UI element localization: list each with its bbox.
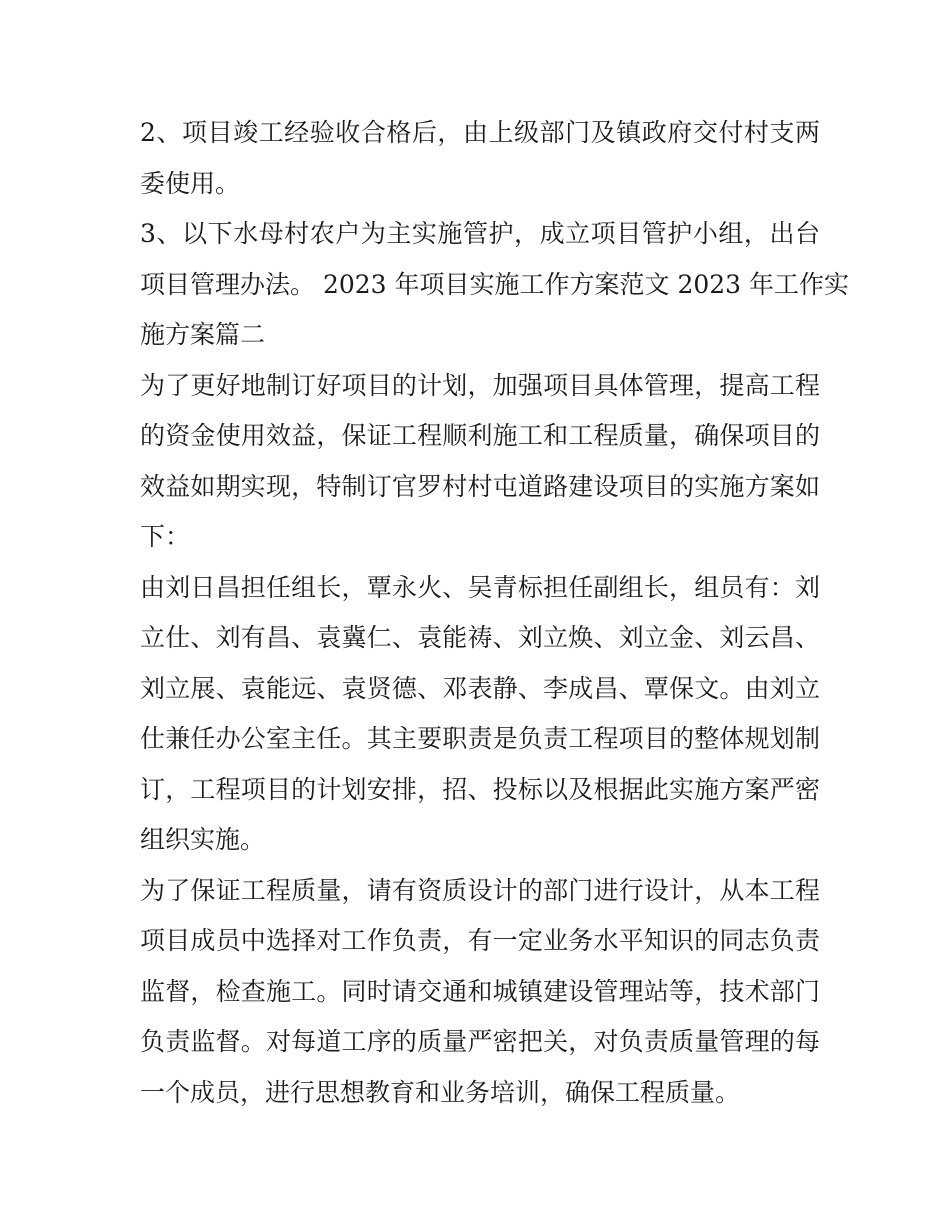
- text-line: 组织实施。: [140, 825, 266, 854]
- text-line: 刘立展、袁能远、袁贤德、邓表静、李成昌、覃保文。由刘立: [140, 673, 820, 703]
- text-line: 效益如期实现，特制订官罗村村屯道路建设项目的实施方案如: [140, 471, 820, 501]
- text-line: 项目管理办法。 2023 年项目实施工作方案范文 2023 年工作实: [140, 269, 850, 299]
- text-line: 由刘日昌担任组长，覃永火、吴青标担任副组长，组员有：刘: [140, 572, 820, 602]
- text-line: 订，工程项目的计划安排，招、投标以及根据此实施方案严密: [140, 774, 820, 804]
- text-line: 的资金使用效益，保证工程顺利施工和工程质量，确保项目的: [140, 421, 820, 450]
- text-line: 为了保证工程质量，请有资质设计的部门进行设计，从本工程: [140, 875, 820, 905]
- paragraph-quality: [140, 866, 820, 1119]
- text-line: 2、项目竣工经验收合格后，由上级部门及镇政府交付村支两: [140, 118, 820, 147]
- text-line: 仕兼任办公室主任。其主要职责是负责工程项目的整体规划制: [140, 724, 820, 753]
- text-line: 立仕、刘有昌、袁冀仁、袁能祷、刘立焕、刘立金、刘云昌、: [140, 623, 820, 652]
- text-line: 一个成员，进行思想教育和业务培训，确保工程质量。: [140, 1077, 741, 1107]
- text-line: 负责监督。对每道工序的质量严密把关，对负责质量管理的每: [140, 1027, 820, 1056]
- paragraph-purpose: [140, 361, 820, 563]
- text-line: 为了更好地制订好项目的计划，加强项目具体管理，提高工程: [140, 370, 820, 400]
- paragraph-team: [140, 563, 820, 866]
- text-line: 项目成员中选择对工作负责，有一定业务水平知识的同志负责: [140, 926, 820, 955]
- paragraph-maintenance: [140, 209, 850, 361]
- text-line: 下：: [140, 522, 191, 551]
- document-body: [140, 108, 850, 1118]
- paragraph-acceptance: [140, 108, 820, 209]
- text-line: 监督，检查施工。同时请交通和城镇建设管理站等，技术部门: [140, 976, 820, 1006]
- text-line: 3、以下水母村农户为主实施管护，成立项目管护小组，出台: [140, 219, 820, 248]
- text-line: 施方案篇二: [140, 320, 266, 349]
- text-line: 委使用。: [140, 168, 241, 198]
